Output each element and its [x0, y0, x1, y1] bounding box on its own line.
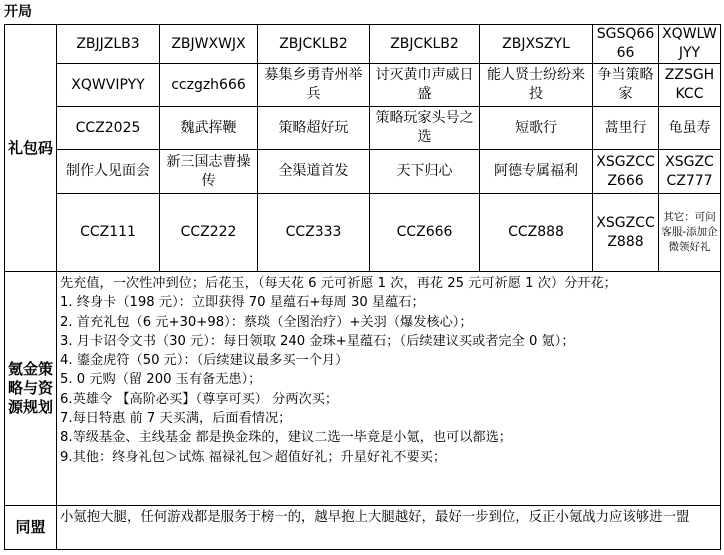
gift-code-cell: 天下归心	[370, 150, 480, 194]
gift-code-cell: CCZ222	[160, 194, 258, 272]
strategy-label: 氪金策略与资源规划	[5, 272, 57, 506]
gift-code-cell: 全渠道首发	[258, 150, 370, 194]
strategy-line: 4. 鎏金虎符（50 元）：（后续建议最多买一个月）	[60, 353, 349, 369]
gift-code-cell: 制作人见面会	[57, 150, 160, 194]
gift-code-cell: 能人贤士纷纷来投	[480, 64, 593, 107]
gift-code-cell: XSGZCCZ777	[659, 150, 721, 194]
gift-code-cell: 争当策略家	[593, 64, 659, 107]
gift-code-cell: ZBJXSZYL	[480, 25, 593, 64]
customer-service-note: 其它：可问客服-添加企微领好礼	[659, 194, 721, 272]
strategy-line: 先充值，一次性冲到位；后花玉，（每天花 6 元可祈愿 1 次，再花 25 元可祈愿 1 次）分开花；	[60, 276, 617, 291]
strategy-line: 2. 首充礼包（6 元+30+98）：蔡琰（全图治疗）+关羽（爆发核心）；	[60, 314, 473, 330]
gift-code-cell: 募集乡勇青州举兵	[258, 64, 370, 107]
gift-code-cell: 讨灭黄巾声威日盛	[370, 64, 480, 107]
page-title: 开局	[4, 4, 32, 20]
strategy-line: 6.英雄令 【高阶必买】（尊享可买） 分两次买；	[60, 391, 339, 407]
guide-table	[4, 24, 721, 550]
gift-code-cell: XSGZCCZ666	[593, 150, 659, 194]
strategy-content	[57, 272, 721, 506]
gift-code-cell: 魏武挥鞭	[160, 107, 258, 150]
strategy-line: 8.等级基金、主线基金 都是换金珠的，建议二选一毕竟是小氪，也可以都选；	[60, 430, 512, 446]
gift-code-cell: 短歌行	[480, 107, 593, 150]
gift-code-cell: CCZ111	[57, 194, 160, 272]
gift-code-cell: CCZ2025	[57, 107, 160, 150]
gift-code-cell: 策略玩家头号之选	[370, 107, 480, 150]
strategy-line: 5. 0 元购（留 200 玉有备无患）；	[60, 372, 262, 388]
gift-code-cell: XSGZCCZ888	[593, 194, 659, 272]
strategy-line: 3. 月卡诏令文书（30 元）：每日领取 240 金珠+星蕴石；（后续建议买或者完全 0 氪）；	[60, 333, 575, 349]
gift-code-cell: ZBJJZLB3	[57, 25, 160, 64]
gift-code-cell: 策略超好玩	[258, 107, 370, 150]
alliance-content: 小氪抱大腿，任何游戏都是服务于榜一的，越早抱上大腿越好，最好一步到位，反正小氪战力应该够进一盟	[57, 506, 721, 550]
strategy-line: 1. 终身卡（198 元）：立即获得 70 星蕴石+每周 30 星蕴石；	[60, 295, 425, 311]
gift-code-cell: ZBJCKLB2	[370, 25, 480, 64]
gift-code-cell: SGSQ6666	[593, 25, 659, 64]
strategy-line: 9.其他：终身礼包＞试炼 福禄礼包＞超值好礼；升星好礼不要买；	[60, 449, 447, 465]
strategy-line: 7.每日特惠 前 7 天买满，后面看情况；	[60, 411, 292, 427]
gift-code-cell: 蒿里行	[593, 107, 659, 150]
gift-code-cell: CCZ666	[370, 194, 480, 272]
gift-code-cell: CCZ888	[480, 194, 593, 272]
gift-code-cell: ZBJWXWJX	[160, 25, 258, 64]
gift-code-cell: 龟虽寿	[659, 107, 721, 150]
gift-code-cell: 阿德专属福利	[480, 150, 593, 194]
gift-code-cell: XQWLWJYY	[659, 25, 721, 64]
gift-code-cell: ZBJCKLB2	[258, 25, 370, 64]
gift-code-cell: CCZ333	[258, 194, 370, 272]
gift-code-cell: 新三国志曹操传	[160, 150, 258, 194]
gift-code-cell: ZZSGHKCC	[659, 64, 721, 107]
gift-code-cell: XQWVIPYY	[57, 64, 160, 107]
alliance-label: 同盟	[5, 506, 57, 550]
gift-code-cell: cczgzh666	[160, 64, 258, 107]
gift-code-label: 礼包码	[5, 25, 57, 272]
